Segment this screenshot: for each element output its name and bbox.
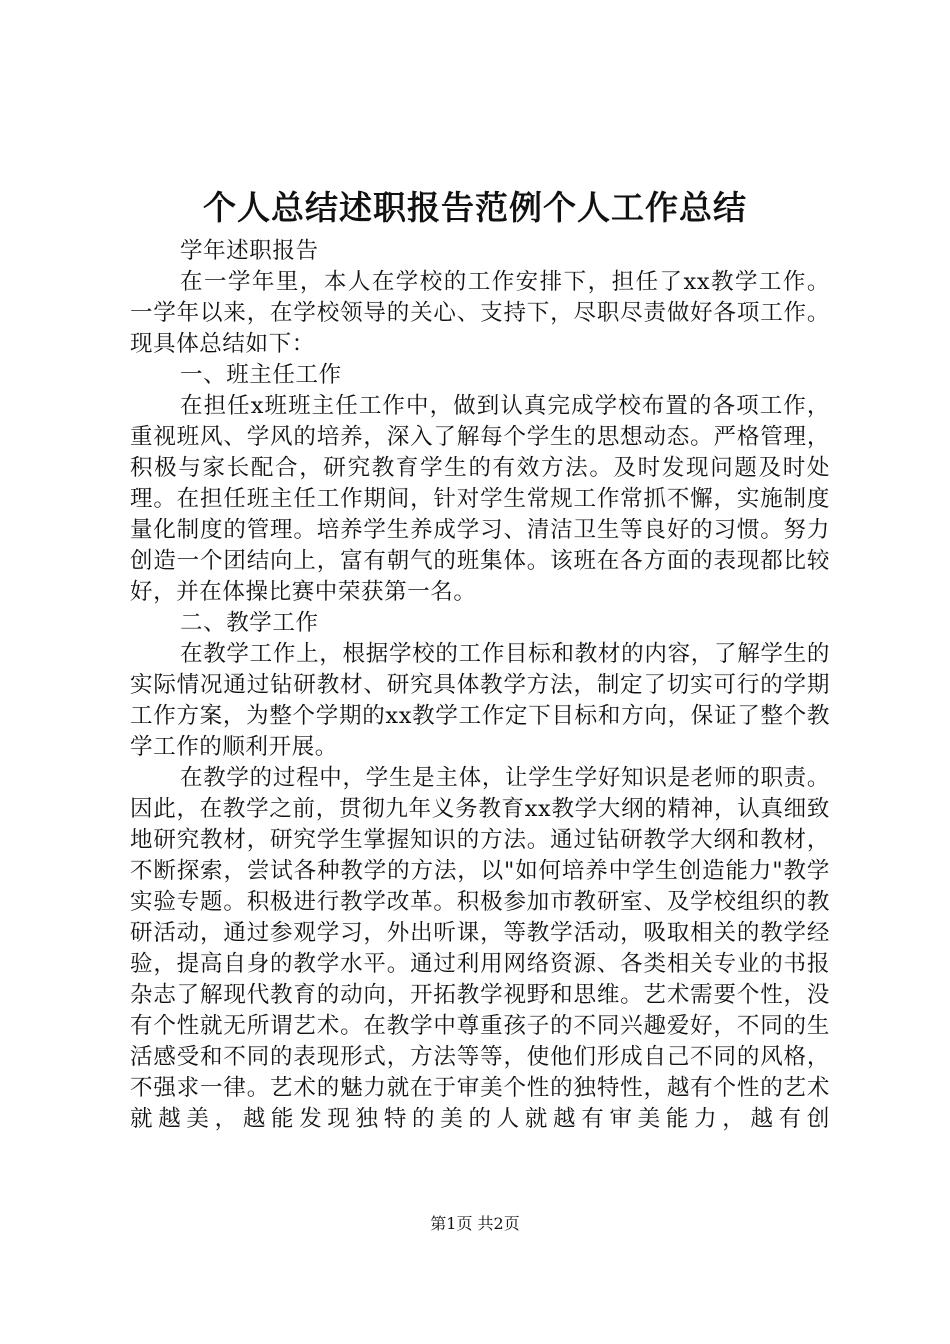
section-heading-class-teacher: 一、班主任工作 — [180, 362, 342, 388]
page-footer: 第1页 共2页 — [430, 1214, 520, 1233]
paragraph-class-teacher-work: 在担任x班班主任工作中，做到认真完成学校布置的各项工作，重视班风、学风的培养，深入了解每个学生的思想动态。严格管理，积极与家长配合，研究教育学生的有效方法。及时发现问题及时处理。在担任班主任工作期间，针对学生常规工作常抓不懈，实施制度量化制度的管理。培养学生养成学习、清洁卫生等良好的习惯。努力创造一个团结向上，富有朝气的班集体。该班在各方面的表现都比较好，并在体操比赛中荣获第一名。 — [130, 393, 830, 605]
document-title: 个人总结述职报告范例个人工作总结 — [203, 188, 747, 227]
paragraph-intro: 在一学年里，本人在学校的工作安排下，担任了xx教学工作。一学年以来，在学校领导的关心、支持下，尽职尽责做好各项工作。现具体总结如下： — [130, 269, 830, 357]
paragraph-teaching-plan: 在教学工作上，根据学校的工作目标和教材的内容，了解学生的实际情况通过钻研教材、研究具体教学方法，制定了切实可行的学期工作方案，为整个学期的xx教学工作定下目标和方向，保证了整个教学工作的顺利开展。 — [130, 641, 830, 760]
section-heading-teaching: 二、教学工作 — [180, 610, 319, 636]
document-body — [130, 236, 830, 1135]
paragraph-heading-report: 学年述职报告 — [180, 238, 319, 264]
paragraph-teaching-process: 在教学的过程中，学生是主体，让学生学好知识是老师的职责。因此，在教学之前，贯彻九年义务教育xx教学大纲的精神，认真细致地研究教材，研究学生掌握知识的方法。通过钻研教学大纲和教材，不断探索，尝试各种教学的方法，以"如何培养中学生创造能力"教学实验专题。积极进行教学改革。积极参加市教研室、及学校组织的教研活动，通过参观学习，外出听课，等教学活动，吸取相关的教学经验，提高自身的教学水平。通过利用网络资源、各类相关专业的书报杂志了解现代教育的动向，开拓教学视野和思维。艺术需要个性，没有个性就无所谓艺术。在教学中尊重孩子的不同兴趣爱好，不同的生活感受和不同的表现形式，方法等等，使他们形成自己不同的风格，不强求一律。艺术的魅力就在于审美个性的独特性，越有个性的艺术就越美，越能发现独特的美的人就越有审美能力，越有创 — [130, 765, 830, 1132]
